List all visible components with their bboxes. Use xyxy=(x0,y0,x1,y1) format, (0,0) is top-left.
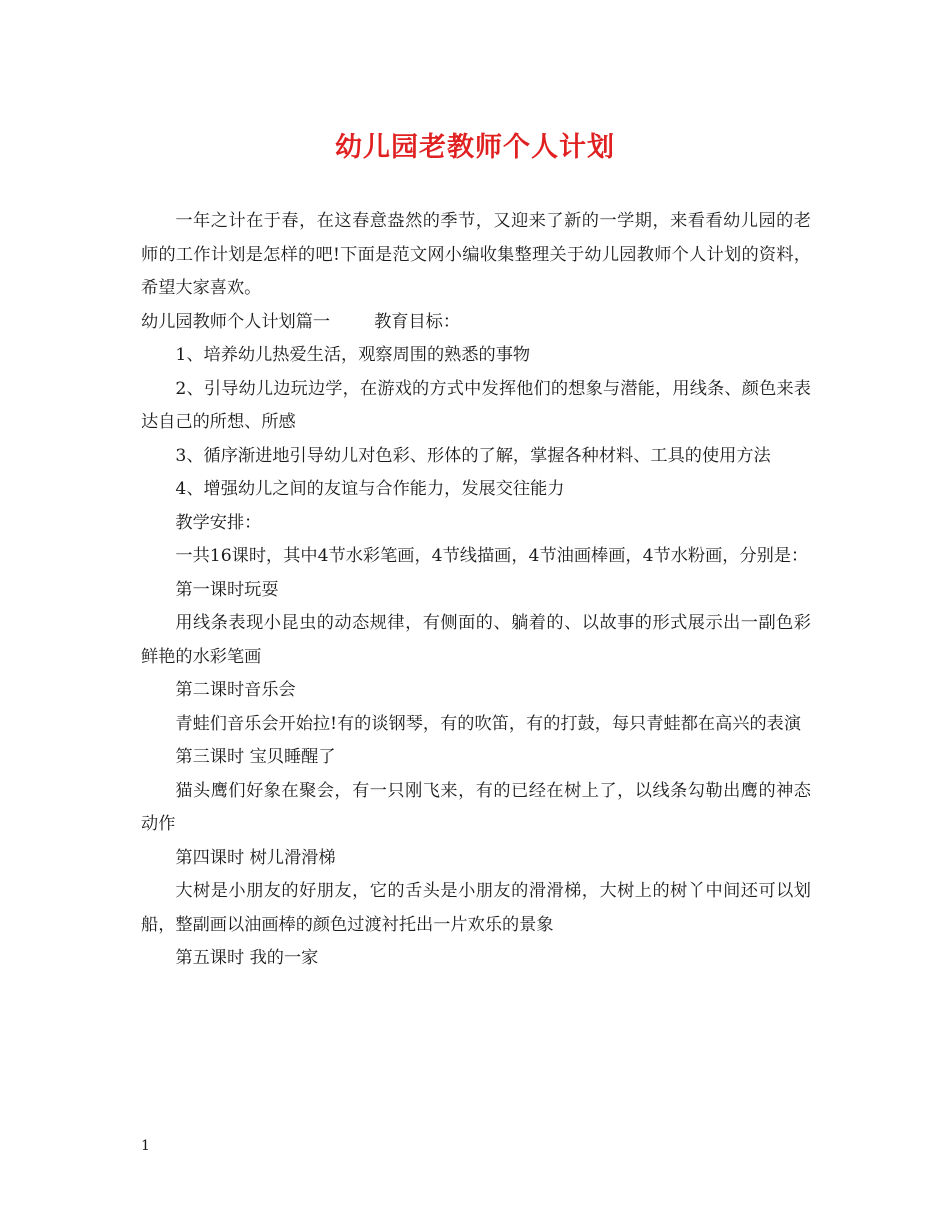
lesson-3-desc: 猫头鹰们好象在聚会，有一只刚飞来，有的已经在树上了，以线条勾勒出鹰的神态动作 xyxy=(141,780,811,834)
lesson-2-title: 第二课时音乐会 xyxy=(175,680,296,700)
lesson-2-desc: 青蛙们音乐会开始拉!有的谈钢琴，有的吹笛，有的打鼓，每只青蛙都在高兴的表演 xyxy=(175,713,802,734)
section-subheading: 教育目标： xyxy=(374,311,461,332)
goal-4: 4、增强幼儿之间的友谊与合作能力，发展交往能力 xyxy=(175,479,565,499)
goal-2: 2、引导幼儿边玩边学，在游戏的方式中发挥他们的想象与潜能，用线条、颜色来表达自己的所想、所感 xyxy=(141,378,811,432)
intro-paragraph: 一年之计在于春，在这春意盎然的季节，又迎来了新的一学期，来看看幼儿园的老师的工作计划是怎样的吧!下面是范文网小编收集整理关于幼儿园教师个人计划的资料，希望大家喜欢。 xyxy=(141,211,811,298)
lesson-5-title: 第五课时 我的一家 xyxy=(175,948,319,968)
section-heading-line xyxy=(141,306,811,340)
page-number: 1 xyxy=(141,1138,150,1154)
teaching-plan-heading: 教学安排： xyxy=(175,512,262,533)
teaching-plan-summary: 一共16课时，其中4节水彩笔画，4节线描画，4节油画棒画，4节水粉画，分别是： xyxy=(175,546,809,566)
lesson-3-title: 第三课时 宝贝睡醒了 xyxy=(175,747,336,767)
lesson-4-title: 第四课时 树儿滑滑梯 xyxy=(175,847,336,868)
section-heading: 幼儿园教师个人计划篇一 xyxy=(141,311,331,332)
document-body xyxy=(141,205,811,976)
goal-1: 1、培养幼儿热爱生活，观察周围的熟悉的事物 xyxy=(175,345,531,365)
goal-3: 3、循序渐进地引导幼儿对色彩、形体的了解，掌握各种材料、工具的使用方法 xyxy=(175,445,771,466)
document-title: 幼儿园老教师个人计划 xyxy=(335,132,615,163)
lesson-4-desc: 大树是小朋友的好朋友，它的舌头是小朋友的滑滑梯，大树上的树丫中间还可以划船，整副画以油画棒的颜色过渡衬托出一片欢乐的景象 xyxy=(141,881,811,935)
lesson-1-title: 第一课时玩耍 xyxy=(175,579,279,600)
lesson-1-desc: 用线条表现小昆虫的动态规律，有侧面的、躺着的、以故事的形式展示出一副色彩鲜艳的水彩笔画 xyxy=(141,613,811,667)
